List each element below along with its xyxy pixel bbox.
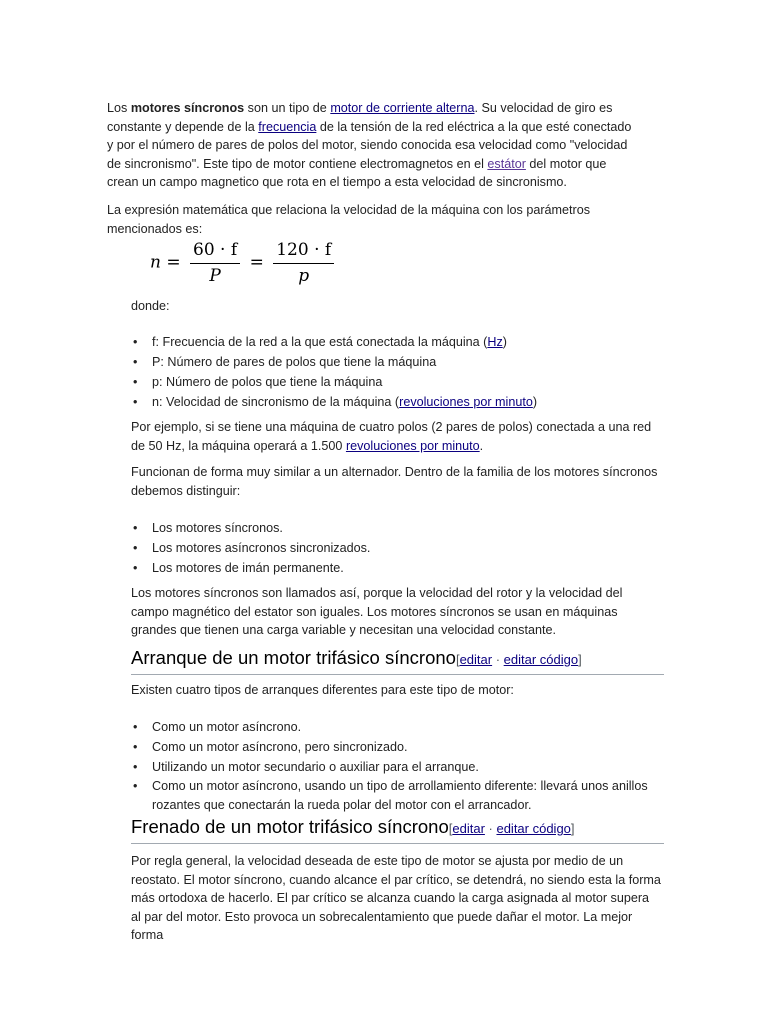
example-end: .	[479, 438, 484, 453]
section-heading-frenado	[131, 815, 664, 844]
separator: ·	[484, 821, 497, 836]
list-item: • Los motores asíncronos sincronizados.	[131, 538, 651, 558]
edit-code-link[interactable]: editar código	[496, 821, 571, 836]
section-heading-arranque	[131, 646, 664, 675]
donde-label: donde:	[131, 299, 170, 313]
section-title: Frenado de un motor trifásico síncrono	[131, 816, 449, 837]
frenado-paragraph: Por regla general, la velocidad deseada de este tipo de motor se ajusta por medio de un reostato. El motor síncrono, cuando alcance el par crítico, se detendrá, no siendo esta la forma más ortodoxa de hacerlo. El par crítico se alcanza cuando la carga asignada al motor supera al par del motor. Esto provoca un sobrecalentamiento que puede dañar el motor. La mejor forma	[131, 854, 661, 943]
bracket: [	[448, 821, 453, 836]
list-item: • Como un motor asíncrono, pero sincronizado.	[131, 737, 661, 757]
parameter-list	[131, 332, 651, 412]
arranque-list	[131, 717, 661, 815]
edit-links	[449, 821, 575, 836]
param-f-text: f: Frecuencia de la red a la que está conectada la máquina (	[152, 335, 488, 349]
list-item: • p: Número de polos que tiene la máquina	[131, 372, 651, 392]
param-n-text: n: Velocidad de sincronismo de la máquina (	[152, 395, 400, 409]
link-revoluciones-por-minuto[interactable]: revoluciones por minuto	[399, 395, 533, 409]
formula-lhs: n	[150, 252, 161, 273]
list-item	[131, 332, 651, 352]
family-paragraph: Funcionan de forma muy similar a un alternador. Dentro de la familia de los motores síncronos debemos distinguir:	[131, 465, 658, 498]
edit-link[interactable]: editar	[452, 821, 485, 836]
edit-link[interactable]: editar	[459, 652, 493, 667]
formula-numerator-2: 120 · f	[273, 240, 334, 264]
edit-links	[456, 652, 582, 667]
link-revoluciones-por-minuto-2[interactable]: revoluciones por minuto	[345, 438, 480, 453]
link-estator[interactable]: estátor	[487, 156, 526, 171]
formula-equals: =	[249, 252, 270, 273]
separator: ·	[492, 652, 504, 667]
formula-numerator-1: 60 · f	[190, 240, 240, 264]
bracket: ]	[570, 821, 575, 836]
formula-denominator-2: p	[298, 266, 310, 286]
param-f-end: )	[502, 335, 507, 349]
list-item: • P: Número de pares de polos que tiene la máquina	[131, 352, 651, 372]
called-paragraph: Los motores síncronos son llamados así, porque la velocidad del rotor y la velocidad del campo magnético del estator son iguales. Los motores síncronos se usan en máquinas grandes que tienen una carga variable y necesitan una velocidad constante.	[131, 586, 623, 638]
list-item: • Los motores síncronos.	[131, 518, 651, 538]
expression-paragraph: La expresión matemática que relaciona la velocidad de la máquina con los parámetros mencionados es:	[107, 203, 591, 236]
formula-fraction-1	[190, 240, 240, 286]
speed-formula	[150, 240, 338, 286]
list-item: • Como un motor asíncrono.	[131, 717, 661, 737]
link-frecuencia[interactable]: frecuencia	[258, 119, 317, 134]
section-title: Arranque de un motor trifásico síncrono	[131, 647, 456, 668]
intro-text: Los	[107, 101, 131, 115]
param-n-end: )	[532, 395, 538, 409]
link-motor-corriente-alterna[interactable]: motor de corriente alterna	[330, 101, 475, 115]
intro-text: de la tensión de la red eléctrica a la que esté conectado y por el número de pares de polos del motor, siendo conocida esa velocidad como "velocidad de sincronismo". Este tipo de motor contiene electromagnetos en el	[107, 119, 632, 171]
family-list	[131, 518, 651, 578]
intro-text: del motor que crean un campo magnetico que rota en el tiempo a esta velocidad de sincronismo.	[107, 156, 607, 190]
example-paragraph	[131, 418, 656, 455]
list-item	[131, 392, 651, 412]
link-hz[interactable]: Hz	[487, 335, 503, 349]
formula-equals: =	[166, 252, 187, 273]
list-item: • Como un motor asíncrono, usando un tipo de arrollamiento diferente: llevará unos anillos rozantes que conectarán la rueda polar del motor con el arrancador.	[131, 777, 661, 815]
arranque-intro: Existen cuatro tipos de arranques diferentes para este tipo de motor:	[131, 683, 514, 697]
edit-code-link[interactable]: editar código	[503, 652, 579, 667]
intro-text: . Su velocidad de giro es constante y depende de la	[107, 101, 613, 134]
intro-paragraph	[107, 99, 637, 192]
formula-denominator-1: P	[209, 266, 221, 286]
intro-text: son un tipo de	[244, 101, 331, 115]
example-text: Por ejemplo, si se tiene una máquina de cuatro polos (2 pares de polos) conectada a una red de 50 Hz, la máquina operará a 1.500	[131, 420, 652, 453]
bracket: [	[455, 652, 460, 667]
list-item: • Los motores de imán permanente.	[131, 558, 651, 578]
list-item: • Utilizando un motor secundario o auxiliar para el arranque.	[131, 757, 661, 777]
bracket: ]	[578, 652, 582, 667]
intro-bold-term: motores síncronos	[130, 101, 245, 115]
formula-fraction-2	[273, 240, 334, 286]
